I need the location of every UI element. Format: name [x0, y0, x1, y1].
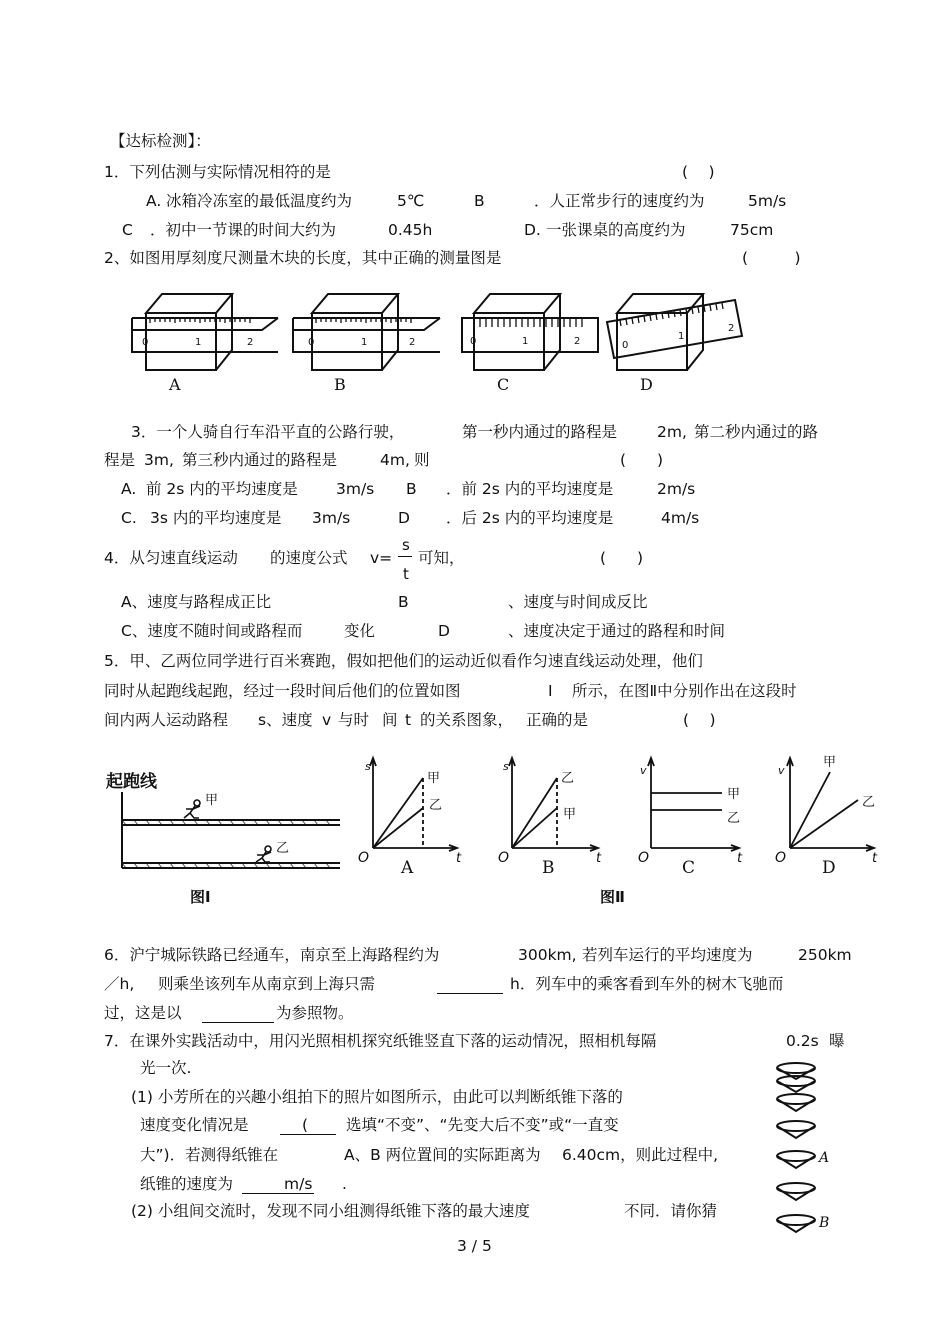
q3-option-b-value: 2m/s [657, 480, 696, 498]
graph-c-axis-t: t [737, 851, 743, 866]
graph-a-axis-t: t [456, 851, 462, 866]
page-number: 3 / 5 [457, 1237, 492, 1255]
q3-answer-paren: ( ) [620, 451, 664, 469]
q5-line3-f: t [405, 711, 412, 729]
graph-d-yi: 乙 [862, 795, 876, 810]
q4-option-b: 、速度与时间成反比 [508, 593, 648, 611]
q5-line2-b: I [548, 682, 553, 700]
q5-line3-e: 间 [382, 711, 398, 729]
graph-b-label: B [542, 858, 555, 878]
cone-icon [777, 1215, 815, 1232]
ruler-b-tick-0: 0 [308, 337, 315, 348]
q5-line3-b: s、速度 [258, 711, 313, 729]
graph-c-label: C [682, 858, 696, 878]
q1-option-c-label: C [122, 221, 133, 239]
q7-part1-line4-a: 纸锥的速度为 [140, 1175, 234, 1193]
q1-option-a-label: A. [146, 192, 162, 210]
q4-stem-part2: 的速度公式 [270, 549, 348, 567]
q1-option-d-value: 75cm [730, 221, 774, 239]
q3-option-b-text: ．前 2s 内的平均速度是 [446, 480, 614, 498]
q4-formula-lhs: v= [370, 549, 393, 567]
q7-line1-b: 0.2s [786, 1032, 819, 1050]
q3-option-c-label: C. [121, 509, 137, 527]
q1-option-c-value: 0.45h [388, 221, 433, 239]
q3-option-c-value: 3m/s [312, 509, 351, 527]
cone-position-a: A [819, 1150, 830, 1166]
q3-line1-d: 第二秒内通过的路 [694, 423, 819, 441]
ruler-figure-label-d: D [640, 375, 653, 394]
q6-line2-b: 则乘坐该列车从南京到上海只需 [158, 975, 376, 993]
ruler-b-tick-2: 2 [409, 337, 416, 348]
q1-option-b-label: B [474, 192, 485, 210]
graph-c-jia: 甲 [727, 787, 741, 802]
graph-a-jia: 甲 [427, 771, 441, 786]
q7-part1-line3-b: A、B 两位置间的实际距离为 [344, 1146, 541, 1164]
q7-part1-line4-b: m/s [284, 1175, 313, 1193]
q3-option-d-label: D [398, 509, 410, 527]
q3-line2-a: 程是 [104, 451, 136, 469]
ruler-a-tick-2: 2 [247, 337, 254, 348]
cone-icon [777, 1121, 815, 1138]
q1-answer-paren: ( ) [682, 163, 715, 181]
q6-line3-a: 过，这是以 [104, 1004, 182, 1022]
q7-part1-line1: (1) 小芳所在的兴趣小组拍下的照片如图所示，由此可以判断纸锥下落的 [131, 1088, 623, 1106]
q5-line1: 5．甲、乙两位同学进行百米赛跑，假如把他们的运动近似看作匀速直线运动处理，他们 [104, 652, 703, 670]
q5-line3-h: 正确的是 [526, 711, 589, 729]
q4-stem-part3: 可知， [418, 549, 465, 567]
graph-b-axis-t: t [596, 851, 602, 866]
ruler-c-tick-1: 1 [522, 336, 529, 347]
q3-line2-e: 则 [414, 451, 430, 469]
cone-icon [777, 1183, 815, 1200]
q3-line2-c: 第三秒内通过的路程是 [182, 451, 338, 469]
ruler-c-tick-2: 2 [574, 336, 581, 347]
q4-option-a: A、速度与路程成正比 [121, 593, 272, 611]
graph-c-axis-v: v [640, 764, 647, 777]
q5-answer-paren: ( ) [683, 711, 716, 729]
q6-line1-d: 250km [798, 946, 852, 964]
q6-line1-a: 6．沪宁城际铁路已经通车，南京至上海路程约为 [104, 946, 440, 964]
q1-option-d-text: 一张课桌的高度约为 [546, 221, 686, 239]
q4-option-c-part2: 变化 [344, 622, 376, 640]
q1-option-b-value: 5m/s [748, 192, 787, 210]
q7-part1-line2-a: 速度变化情况是 [140, 1116, 249, 1134]
q4-option-c-part1: C、速度不随时间或路程而 [121, 622, 303, 640]
ruler-d-tick-0: 0 [622, 340, 629, 351]
q1-option-a-value: 5℃ [397, 192, 425, 210]
q4-stem-part1: 4．从匀速直线运动 [104, 549, 238, 567]
q3-option-c-text: 3s 内的平均速度是 [150, 509, 282, 527]
q5-line3-c: v [322, 711, 332, 729]
q1-option-b-text: ．人正常步行的速度约为 [534, 192, 705, 210]
q4-option-b-label: B [398, 593, 409, 611]
q6-line3-b: 为参照物。 [276, 1004, 354, 1022]
q3-option-b-label: B [406, 480, 417, 498]
graph-d-axis-v: v [778, 764, 785, 777]
q7-part1-line3-a: 大”)．若测得纸锥在 [140, 1146, 279, 1164]
q3-option-d-value: 4m/s [661, 509, 700, 527]
graph-b-jia: 甲 [563, 807, 577, 822]
q1-option-d-label: D. [524, 221, 541, 239]
ruler-figure-label-c: C [497, 375, 510, 394]
q7-part1-line2-b: ( [302, 1116, 309, 1134]
graph-b-yi: 乙 [561, 771, 575, 786]
q5-line2-a: 同时从起跑线起跑，经过一段时间后他们的位置如图 [104, 682, 461, 700]
q2-stem: 2、如图用厚刻度尺测量木块的长度，其中正确的测量图是 [104, 249, 502, 267]
q7-part1-line2-c: 选填“不变”、“先变大后不变”或“一直变 [346, 1116, 619, 1134]
q4-formula-denominator: t [403, 565, 409, 583]
q7-part1-line3-c: 6.40cm，则此过程中, [562, 1146, 719, 1164]
q4-answer-paren: ( ) [600, 549, 644, 567]
ruler-figure-label-a: A [169, 375, 181, 394]
ruler-d-tick-1: 1 [678, 331, 685, 342]
q5-line3-a: 间内两人运动路程 [104, 711, 229, 729]
q7-line2: 光一次. [140, 1059, 192, 1077]
q3-line2-d: 4m, [380, 451, 410, 469]
graph-d-jia: 甲 [823, 755, 837, 770]
graph-a-origin: O [358, 850, 370, 866]
graph-d-axis-t: t [872, 851, 878, 866]
q5-line3-d: 与时 [338, 711, 370, 729]
q1-stem: 1．下列估测与实际情况相符的是 [104, 163, 331, 181]
q6-line2-c: h．列车中的乘客看到车外的树木飞驰而 [510, 975, 784, 993]
q5-line3-g: 的关系图象， [420, 711, 514, 729]
q3-line1-c: 2m, [657, 423, 687, 441]
q5-line2-c: 所示，在图Ⅱ中分别作出在这段时 [572, 682, 797, 700]
q3-line1-b: 第一秒内通过的路程是 [462, 423, 618, 441]
q3-option-a-value: 3m/s [336, 480, 375, 498]
ruler-d-tick-2: 2 [728, 323, 735, 334]
graph-d-label: D [822, 858, 836, 878]
q7-part2-line1-b: 不同．请你猜 [624, 1202, 718, 1220]
graph-a-yi: 乙 [429, 798, 443, 813]
ruler-figure-label-b: B [334, 375, 346, 394]
graph-b-origin: O [498, 850, 510, 866]
q1-option-a-text: 冰箱冷冻室的最低温度约为 [166, 192, 353, 210]
q4-option-d-label: D [438, 622, 450, 640]
q3-option-d-text: ．后 2s 内的平均速度是 [446, 509, 614, 527]
q4-formula-numerator: s [402, 536, 410, 554]
q4-option-d: 、速度决定于通过的路程和时间 [508, 622, 726, 640]
cone-icon [777, 1151, 815, 1168]
cone-icon [777, 1094, 815, 1111]
q6-line1-b: 300km, [518, 946, 577, 964]
ruler-b-tick-1: 1 [361, 337, 368, 348]
q7-part2-line1-a: (2) 小组间交流时，发现不同小组测得纸锥下落的最大速度 [131, 1202, 530, 1220]
graph-d-origin: O [775, 850, 787, 866]
q3-option-a-label: A. [121, 480, 137, 498]
q2-answer-paren: ( ) [742, 249, 801, 267]
q6-line1-c: 若列车运行的平均速度为 [582, 946, 753, 964]
fig1-start-line-label: 起跑线 [106, 772, 157, 792]
graph-c-origin: O [638, 850, 650, 866]
graph-a-label: A [401, 858, 414, 878]
q7-line1-c: 曝 [829, 1032, 845, 1050]
ruler-c-tick-0: 0 [470, 336, 477, 347]
q6-line2-a: ／h, [104, 975, 135, 993]
ruler-a-tick-0: 0 [142, 337, 149, 348]
q3-line2-b: 3m, [144, 451, 174, 469]
q1-option-c-text: ．初中一节课的时间大约为 [150, 221, 337, 239]
ruler-a-tick-1: 1 [195, 337, 202, 348]
cone-position-b: B [819, 1215, 830, 1231]
graph-a-axis-s: s [365, 760, 371, 773]
q7-part1-line4-c: . [342, 1175, 347, 1193]
q7-line1-a: 7．在课外实践活动中，用闪光照相机探究纸锥竖直下落的运动情况，照相机每隔 [104, 1032, 657, 1050]
fig1-yi-label: 乙 [276, 841, 290, 856]
section-heading: 【达标检测】： [110, 132, 211, 150]
fig1-jia-label: 甲 [205, 793, 219, 808]
fig2-caption: 图Ⅱ [600, 888, 625, 906]
graph-b-axis-s: s [503, 760, 509, 773]
q3-option-a-text: 前 2s 内的平均速度是 [146, 480, 298, 498]
q3-line1-a: 3．一个人骑自行车沿平直的公路行驶， [131, 423, 405, 441]
graph-c-yi: 乙 [727, 811, 741, 826]
fig1-caption: 图Ⅰ [190, 888, 211, 906]
